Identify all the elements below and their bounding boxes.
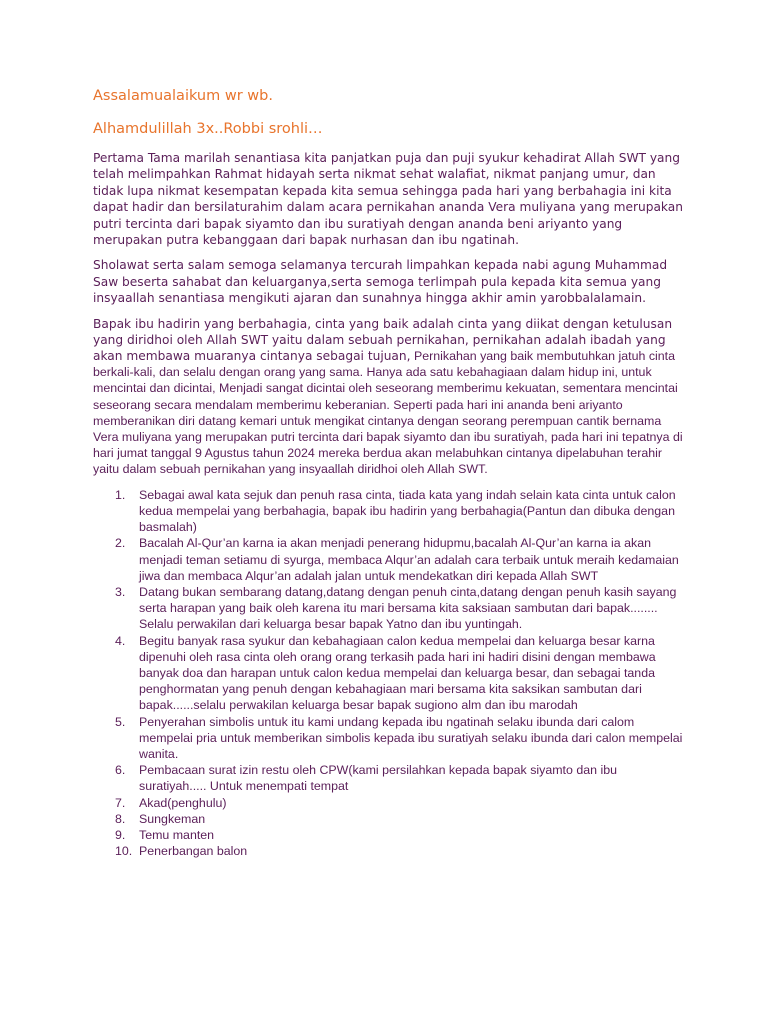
list-item <box>115 762 683 794</box>
greeting-hamdalah: Alhamdulillah 3x..Robbi srohli… <box>93 121 323 137</box>
list-item <box>115 714 683 763</box>
list-item-number: 9. <box>115 827 126 842</box>
program-steps-list <box>93 487 683 860</box>
list-item-number: 2. <box>115 536 126 551</box>
list-item <box>115 487 683 536</box>
list-item-number: 3. <box>115 584 126 599</box>
list-item-text: Sebagai awal kata sejuk dan penuh rasa cinta, tiada kata yang indah selain kata cinta untuk calon kedua mempelai yang berbahagia, bapak ibu hadirin yang berbahagia(Pantun dan dibuka dengan basmalah) <box>139 487 676 535</box>
greeting-salam: Assalamualaikum wr wb. <box>93 88 273 104</box>
list-item <box>115 795 683 811</box>
document-page <box>93 86 683 859</box>
list-item-text: Sungkeman <box>139 811 206 826</box>
list-item-text: Datang bukan sembarang datang,datang dengan penuh cinta,datang dengan penuh kasih sayang serta harapan yang baik oleh karena itu mari bersama kita saksiaan sambutan dari bapak........ Selalu perwakilan dari keluarga besar bapak Yatno dan ibu yuntingah. <box>139 584 677 632</box>
paragraph-opening: Pertama Tama marilah senantiasa kita panjatkan puja dan puji syukur kehadirat Allah SWT yang telah melimpahkan Rahmat hidayah serta nikmat sehat walafiat, nikmat panjang umur, dan tidak lupa nikmat kesempatan kepada kita semua sehingga pada hari yang berbahagia ini kita dapat hadir dan bersilaturahim dalam acara pernikahan ananda Vera muliyana yang merupakan putri tercinta dari bapak siyamto dan ibu suratiyah dengan ananda beni ariyanto yang merupakan putra kebanggaan dari bapak nurhasan dan ibu ngatinah. <box>93 151 683 248</box>
list-item <box>115 811 683 827</box>
paragraph-sholawat: Sholawat serta salam semoga selamanya tercurah limpahkan kepada nabi agung Muhammad Saw beserta sahabat dan keluarganya,serta semoga terlimpah pula kepada kita semua yang insyaallah senantiasa mengikuti ajaran dan sunahnya hingga akhir amin yarobbalalamain. <box>93 258 668 306</box>
paragraph-body <box>93 316 683 478</box>
list-item-number: 1. <box>115 487 126 502</box>
list-item <box>115 827 683 843</box>
list-item-text: Bacalah Al-Qur’an karna ia akan menjadi penerang hidupmu,bacalah Al-Qur’an karna ia akan menjadi teman setiamu di syurga, membaca Alqur’an adalah cara terbaik untuk meraih kedamaian jiwa dan membaca Alqur’an adalah jalan untuk mendekatkan diri kepada Allah SWT <box>139 536 679 583</box>
list-item-number: 5. <box>115 714 126 729</box>
list-item <box>115 633 683 714</box>
list-item-text: Pembacaan surat izin restu oleh CPW(kami persilahkan kepada bapak siyamto dan ibu suratiyah..... Untuk menempati tempat <box>139 763 617 794</box>
list-item <box>115 584 683 633</box>
list-item-text: Penerbangan balon <box>139 844 248 859</box>
list-item-text: Akad(penghulu) <box>139 795 227 810</box>
list-item-number: 7. <box>115 795 126 810</box>
list-item-number: 8. <box>115 811 126 826</box>
list-item-text: Temu manten <box>139 827 215 842</box>
paragraph-body-part1: Bapak ibu hadirin yang berbahagia, cinta yang baik adalah cinta yang diikat dengan ketulusan yang diridhoi oleh Allah SWT yaitu dalam sebuah pernikahan, pernikahan adalah ibadah yang akan membawa muaranya cintanya sebagai tujuan, <box>93 316 673 364</box>
list-item <box>115 535 683 584</box>
list-item-number: 6. <box>115 763 126 778</box>
list-item-text: Begitu banyak rasa syukur dan kebahagiaan calon kedua mempelai dan keluarga besar karna dipenuhi oleh rasa cinta oleh orang orang terkasih pada hari ini hadiri disini dengan membawa banyak doa dan harapan untuk calon kedua mempelai dan keluarga besar, dan sebagai tanda penghormatan yang penuh dengan kebahagiaan mari bersama kita saksikan sambutan dari bapak......selalu perwakilan keluarga besar bapak sugiono alm dan ibu marodah <box>139 633 656 713</box>
paragraph-body-part2: Pernikahan yang baik membutuhkan jatuh cinta berkali-kali, dan selalu dengan orang yang sama. Hanya ada satu kebahagiaan dalam hidup ini, untuk mencintai dan dicintai, Menjadi sangat dicintai oleh seseorang memberimu kekuatan, sementara mencintai seseorang secara mendalam memberimu keberanian. Seperti pada hari ini ananda beni ariyanto memberanikan diri datang kemari untuk mengikat cintanya dengan seorang perempuan cantik bernama Vera muliyana yang merupakan putri tercinta dari bapak siyamto dan ibu suratiyah, pada hari ini tepatnya di hari jumat tanggal 9 Agustus tahun 2024 mereka berdua akan melabuhkan cintanya dipelabuhan terahir yaitu dalam sebuah pernikahan yang insyaallah diridhoi oleh Allah SWT. <box>93 349 683 477</box>
list-item-number: 10. <box>115 844 133 859</box>
list-item <box>115 843 683 859</box>
list-item-number: 4. <box>115 633 126 648</box>
list-item-text: Penyerahan simbolis untuk itu kami undang kepada ibu ngatinah selaku ibunda dari calom mempelai pria untuk memberikan simbolis kepada ibu suratiyah selaku ibunda dari calon mempelai wanita. <box>139 714 683 761</box>
